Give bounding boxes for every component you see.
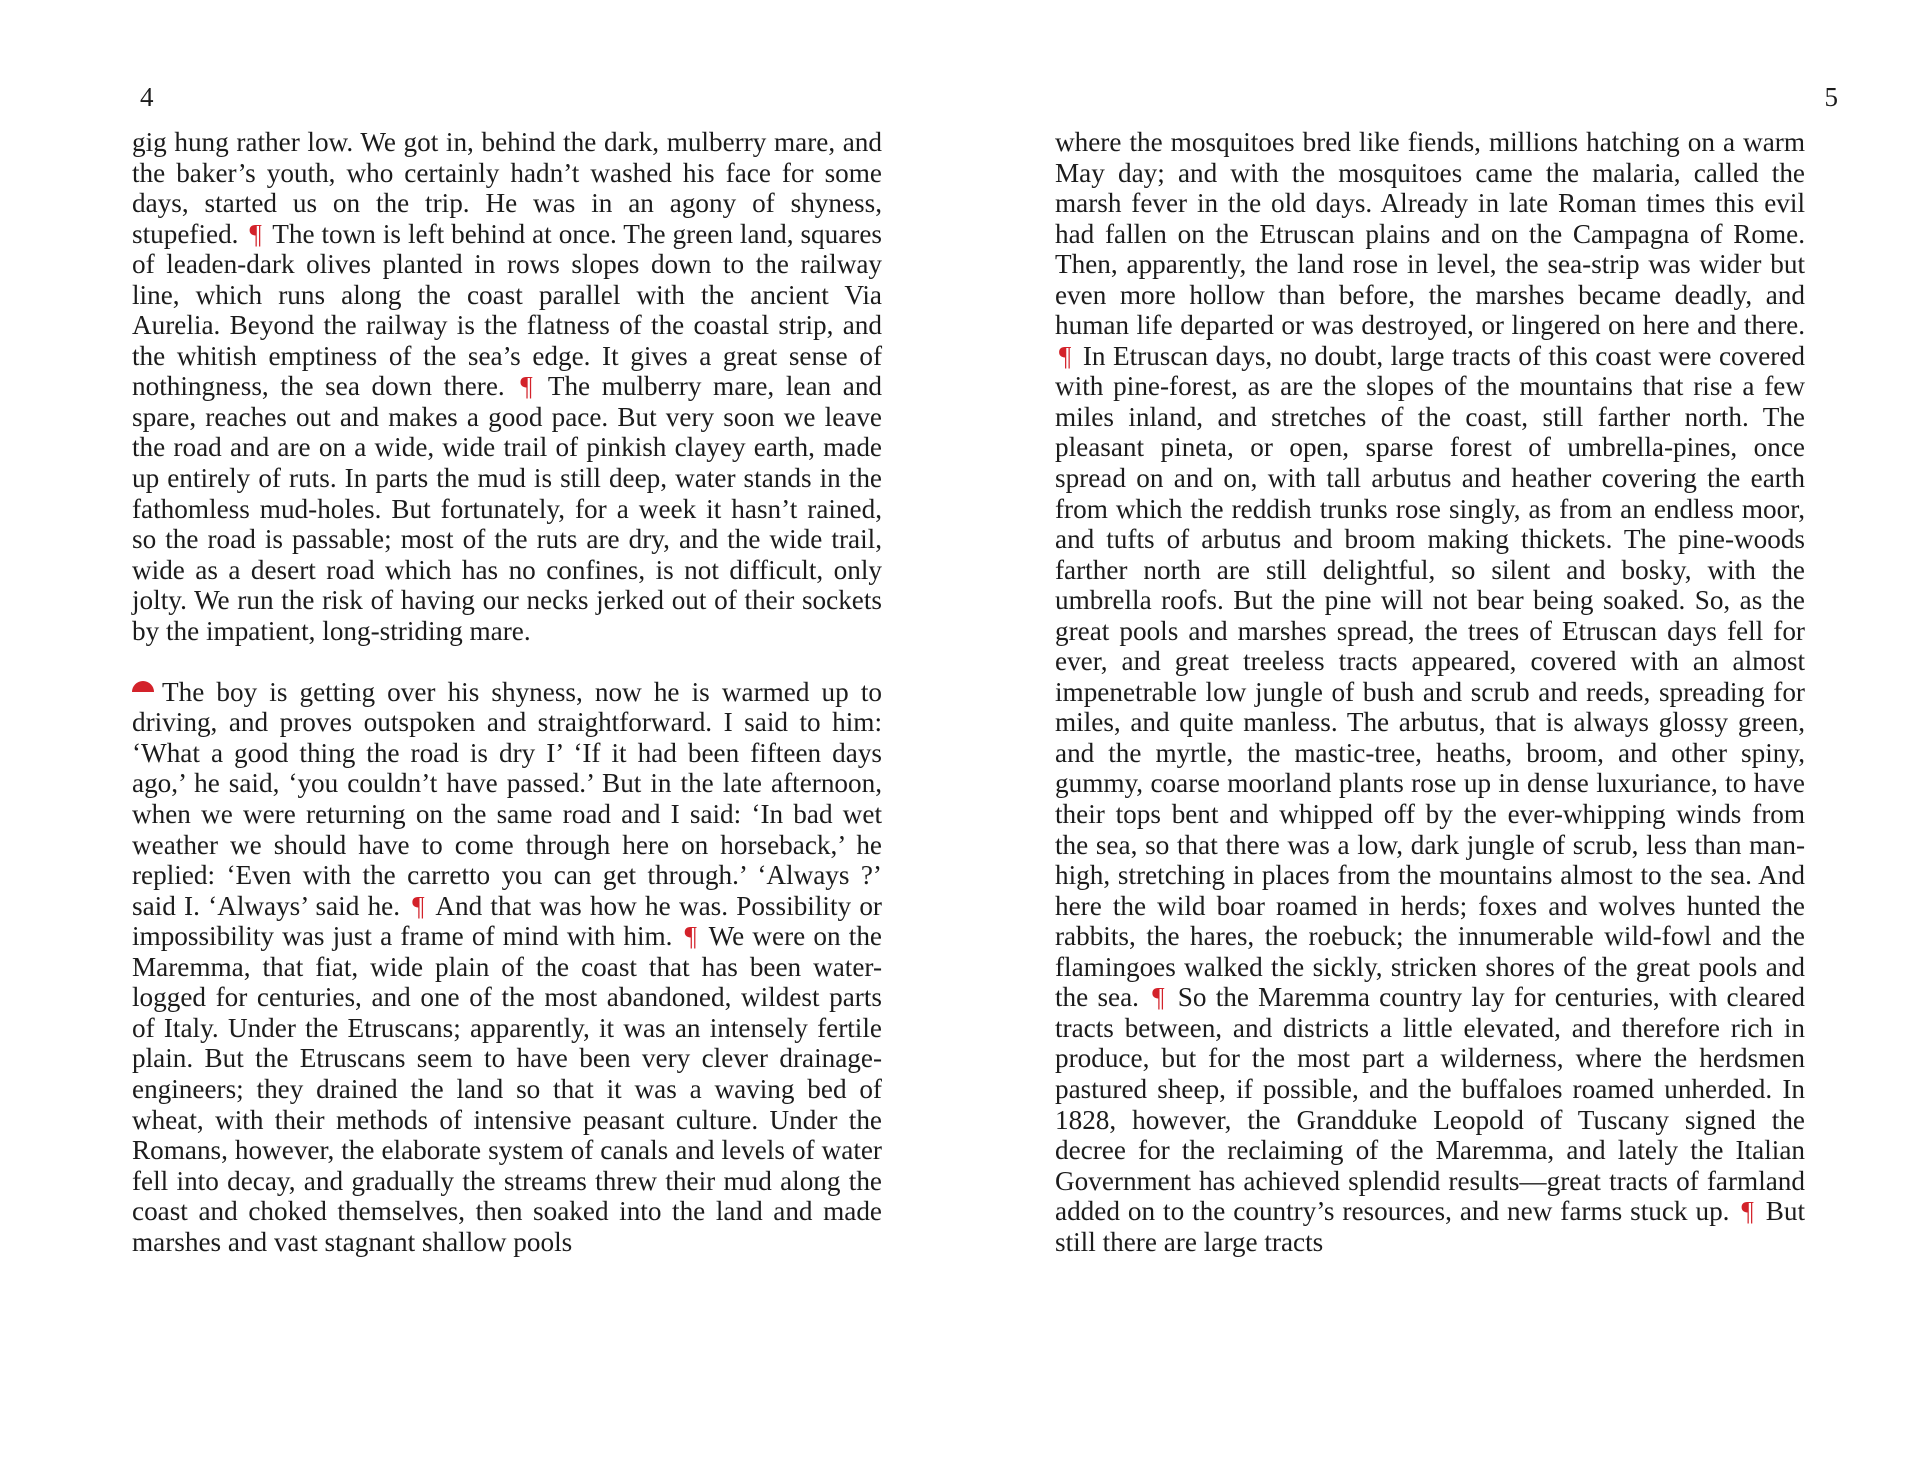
pilcrow-icon: ¶ — [1741, 1196, 1754, 1227]
left-page — [132, 0, 882, 1484]
paragraph-mark-icon — [132, 681, 154, 692]
pilcrow-icon: ¶ — [520, 371, 533, 402]
paragraph — [132, 127, 882, 646]
pilcrow-icon: ¶ — [684, 921, 697, 952]
text-run: The town is left behind at once. The green land, squares of leaden-dark olives planted in rows slopes down to the railway line, which runs along the coast parallel with the ancient Via Aurelia. Beyond the railway is the flatness of the coastal strip, and the whitish emptiness of the sea’s edge. It gives a great sense of nothingness, the sea down there. — [132, 218, 882, 402]
text-run: The boy is getting over his shyness, now he is warmed up to driving, and proves outspoken and straightforward. I said to him: ‘What a good thing the road is dry I’ ‘If it had been fifteen days ago,’ he said, ‘you couldn’t have passed.’ But in the late afternoon, when we were returning on the same road and I said: ‘In bad wet weather we should have to come through here on horseback,’ he replied: ‘Even with the carretto you can get through.’ ‘Always ?’ said I. ‘Always’ said he. — [132, 676, 882, 921]
text-run: gig hung rather low. We got in, behind the dark, mulberry mare, and the baker’s youth, who certainly hadn’t washed his face for some days, started us on the trip. He was in an agony of shyness, stupefied. — [132, 127, 882, 249]
pilcrow-icon: ¶ — [1152, 982, 1165, 1013]
text-run: In Etruscan days, no doubt, large tracts of this coast were covered with pine-forest, as are the slopes of the mountains that rise a few miles inland, and stretches of the coast, still farther north. The pleasant pineta, or open, sparse forest of umbrella-pines, once spread on and on, with tall arbutus and heather covering the earth from which the reddish trunks rose singly, as from an endless moor, and tufts of arbutus and broom making thickets. The pine-woods farther north are still delightful, so silent and bosky, with the umbrella roofs. But the pine will not bear being soaked. So, as the great pools and marshes spread, the trees of Etruscan days fell for ever, and great treeless tracts appeared, covered with an almost impenetrable low jungle of bush and scrub and reeds, spreading for miles, and quite manless. The arbutus, that is always glossy green, and the myrtle, the mastic-tree, heaths, broom, and other spiny, gummy, coarse moorland plants rose up in dense luxuriance, to have their tops bent and whipped off by the ever-whipping winds from the sea, so that there was a low, dark jungle of scrub, less than man-high, stretching in places from the mountains almost to the sea. And here the wild boar roamed in herds; foxes and wolves hunted the rabbits, the hares, the roebuck; the innumerable wild-fowl and the flamingoes walked the sickly, stricken shores of the great pools and the sea. — [1055, 340, 1805, 1013]
pilcrow-icon: ¶ — [412, 890, 425, 921]
text-run: where the mosquitoes bred like fiends, millions hatching on a warm May day; and with the mosquitoes came the malaria, called the marsh fever in the old days. Already in late Roman times this evil had fallen on the Etruscan plains and on the Campagna of Rome. Then, apparently, the land rose in level, the sea-strip was wider but even more hollow than before, the marshes became deadly, and human life departed or was destroyed, or lingered on here and there. — [1055, 127, 1805, 341]
body-text — [1055, 127, 1805, 1257]
text-run: So the Maremma country lay for centuries, with cleared tracts between, and districts a little elevated, and therefore rich in produce, but for the most part a wilderness, where the herdsmen pastured sheep, if possible, and the buffaloes roamed unherded. In 1828, however, the Grandduke Leopold of Tuscany signed the decree for the reclaiming of the Maremma, and lately the Italian Government has achieved splendid results—great tracts of farmland added on to the country’s resources, and new farms stuck up. — [1055, 982, 1805, 1227]
body-text — [132, 127, 882, 1257]
text-run: And that was how he was. Possibility or impossibility was just a frame of mind with him. — [132, 890, 882, 952]
text-run: The mulberry mare, lean and spare, reaches out and makes a good pace. But very soon we leave the road and are on a wide, wide trail of pinkish clayey earth, made up entirely of ruts. In parts the mud is still deep, water stands in the fathomless mud-holes. But fortunately, for a week it hasn’t rained, so the road is passable; most of the ruts are dry, and the wide trail, wide as a desert road which has no confines, is not difficult, only jolty. We run the risk of having our necks jerked out of their sockets by the impatient, long-striding mare. — [132, 371, 883, 646]
pilcrow-icon: ¶ — [1059, 340, 1072, 371]
page-number: 4 — [140, 82, 154, 112]
pilcrow-icon: ¶ — [249, 218, 262, 249]
paragraph — [132, 677, 882, 1257]
text-run: But still there are large tracts — [1055, 1196, 1806, 1257]
right-page — [1055, 0, 1838, 1484]
text-run: We were on the Maremma, that fiat, wide plain of the coast that has been water-logged for centuries, and one of the most abandoned, wildest parts of Italy. Under the Etruscans; apparently, it was an intensely fertile plain. But the Etruscans seem to have been very clever drainage-engineers; they drained the land so that it was a waving bed of wheat, with their methods of intensive peasant culture. Under the Romans, however, the elaborate system of canals and levels of water fell into decay, and gradually the streams threw their mud along the coast and choked themselves, then soaked into the land and made marshes and vast stagnant shallow pools — [132, 921, 882, 1257]
paragraph — [1055, 127, 1805, 1257]
page-number: 5 — [1824, 82, 1838, 112]
